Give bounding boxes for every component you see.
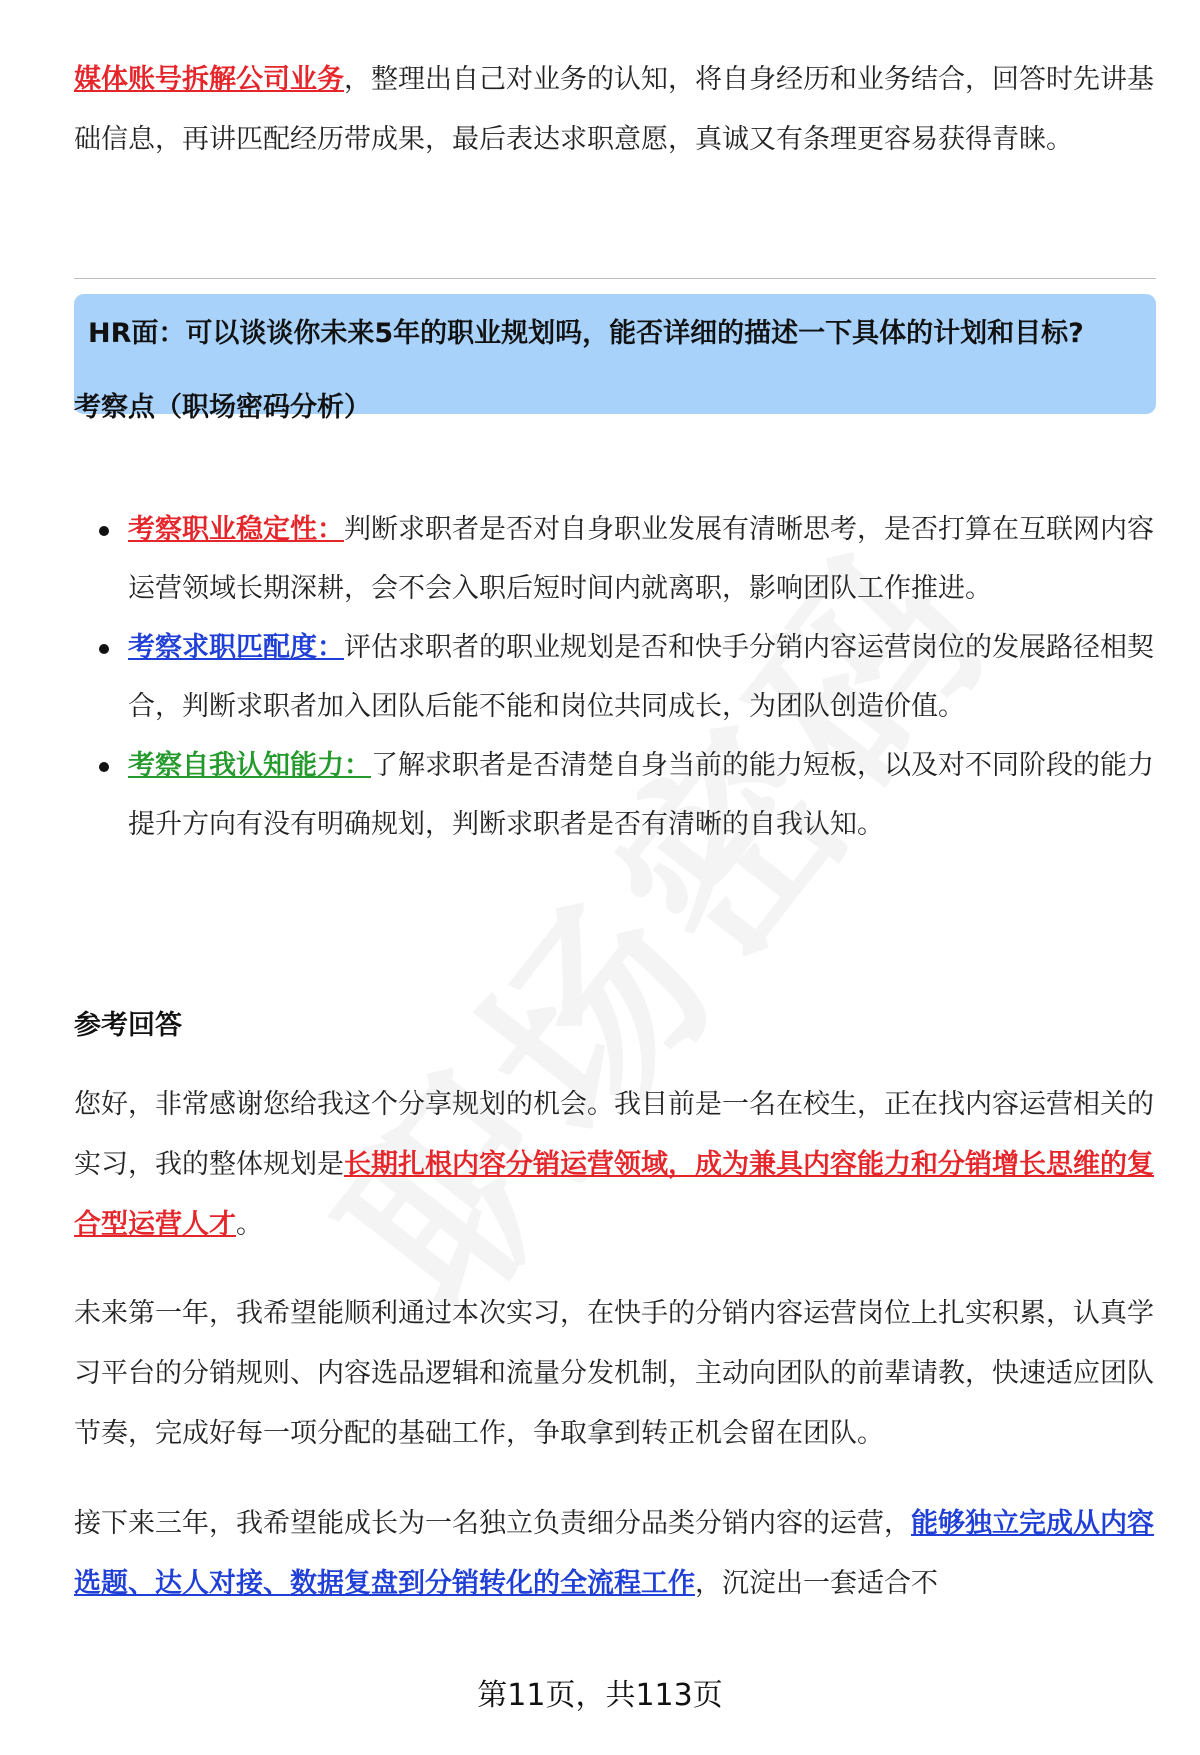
intro-highlight: 媒体账号拆解公司业务 <box>74 64 344 95</box>
answer-p3-pre: 接下来三年，我希望能成长为一名独立负责细分品类分销内容的运营， <box>74 1508 911 1539</box>
answer-heading: 参考回答 <box>74 1010 182 1041</box>
analysis-list <box>74 500 1156 854</box>
analysis-text: 判断求职者是否对自身职业发展有清晰思考，是否打算在互联网内容运营领域长期深耕，会不会入职后短时间内就离职，影响团队工作推进。 <box>128 514 1154 604</box>
answer-p1-post: 。 <box>236 1209 263 1240</box>
analysis-heading: 考察点（职场密码分析） <box>74 392 371 423</box>
answer-p1-pre: 您好，非常感谢您给我这个分享规划的机会。我目前是一名在校生，正在找内容运营相关的实习，我的整体规划是 <box>74 1089 1154 1180</box>
answer-paragraph-1 <box>74 1075 1156 1255</box>
analysis-label: 考察职业稳定性： <box>128 514 344 545</box>
answer-paragraph-3 <box>74 1494 1156 1614</box>
analysis-text: 评估求职者的职业规划是否和快手分销内容运营岗位的发展路径相契合，判断求职者加入团队后能不能和岗位共同成长，为团队创造价值。 <box>128 632 1154 722</box>
answer-p3-post: ，沉淀出一套适合不 <box>695 1568 938 1599</box>
analysis-label: 考察求职匹配度： <box>128 632 344 663</box>
analysis-text: 了解求职者是否清楚自身当前的能力短板，以及对不同阶段的能力提升方向有没有明确规划，判断求职者是否有清晰的自我认知。 <box>128 750 1154 840</box>
answer-p3-highlight: 能够独立完成从内容选题、达人对接、数据复盘到分销转化的全流程工作 <box>74 1508 1154 1599</box>
bullet-dot-icon <box>99 644 109 654</box>
answer-p1-highlight: 长期扎根内容分销运营领域，成为兼具内容能力和分销增长思维的复合型运营人才 <box>74 1149 1154 1240</box>
bullet-dot-icon <box>99 526 109 536</box>
analysis-item-self-awareness <box>74 736 1156 854</box>
analysis-item-stability <box>74 500 1156 618</box>
analysis-label: 考察自我认知能力： <box>128 750 371 781</box>
intro-text: ，整理出自己对业务的认知，将自身经历和业务结合，回答时先讲基础信息，再讲匹配经历带成果，最后表达求职意愿，真诚又有条理更容易获得青睐。 <box>74 64 1154 155</box>
analysis-item-match <box>74 618 1156 736</box>
page-footer: 第11页，共113页 <box>477 1678 723 1713</box>
bullet-dot-icon <box>99 762 109 772</box>
section-divider <box>74 278 1156 279</box>
hr-question: HR面：可以谈谈你未来5年的职业规划吗，能否详细的描述一下具体的计划和目标? <box>88 318 1084 349</box>
intro-paragraph <box>74 50 1156 170</box>
answer-paragraph-2: 未来第一年，我希望能顺利通过本次实习，在快手的分销内容运营岗位上扎实积累，认真学习平台的分销规则、内容选品逻辑和流量分发机制，主动向团队的前辈请教，快速适应团队节奏，完成好每一项分配的基础工作，争取拿到转正机会留在团队。 <box>74 1298 1154 1449</box>
document-page <box>74 0 1156 1755</box>
